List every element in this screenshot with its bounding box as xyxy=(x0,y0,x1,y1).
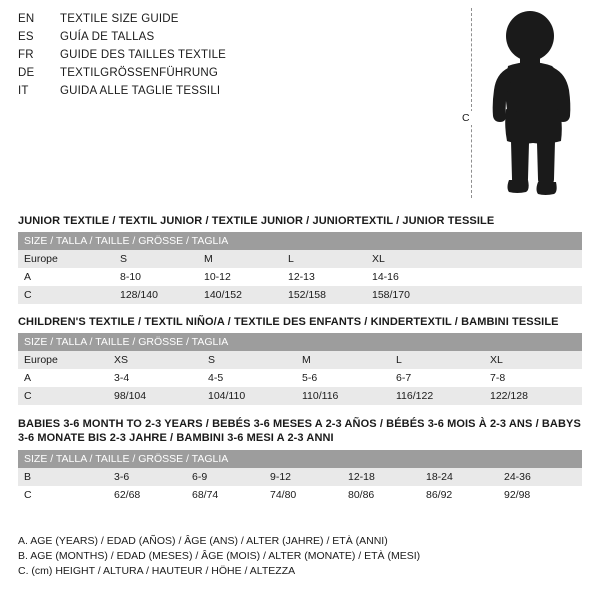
toddler-silhouette-icon xyxy=(478,10,588,200)
cell: XL xyxy=(484,351,582,369)
section-babies-textile xyxy=(18,417,582,504)
language-row xyxy=(18,82,438,100)
cell: 110/116 xyxy=(296,387,390,405)
section-title: BABIES 3-6 MONTH TO 2-3 YEARS / BEBÉS 3-6 MESES A 2-3 AÑOS / BÉBÉS 3-6 MOIS À 2-3 ANS / BABYS 3-6 MONATE BIS 2-3 JAHRE / BAMBINI 3-6 MESI A 2-3 ANNI xyxy=(18,418,581,444)
language-code: DE xyxy=(18,67,35,79)
cell: 6-9 xyxy=(186,468,264,486)
children-size-table xyxy=(18,333,582,405)
cell: 18-24 xyxy=(420,468,498,486)
row-label: B xyxy=(18,468,108,486)
babies-size-table xyxy=(18,450,582,504)
row-label: C xyxy=(18,486,108,504)
section-title: JUNIOR TEXTILE / TEXTIL JUNIOR / TEXTILE JUNIOR / JUNIORTEXTIL / JUNIOR TESSILE xyxy=(18,215,495,227)
table-row xyxy=(18,369,582,387)
footnote-a: A. AGE (YEARS) / EDAD (AÑOS) / ÂGE (ANS) / ALTER (JAHRE) / ETÀ (ANNI) xyxy=(18,535,388,547)
size-head-label: SIZE / TALLA / TAILLE / GRÖSSE / TAGLIA xyxy=(18,450,582,468)
cell: 116/122 xyxy=(390,387,484,405)
table-row xyxy=(18,351,582,369)
footnotes xyxy=(18,534,578,579)
row-label: Europe xyxy=(18,351,108,369)
cell: 62/68 xyxy=(108,486,186,504)
height-measure-figure xyxy=(452,8,592,200)
language-title: GUIDA ALLE TAGLIE TESSILI xyxy=(60,85,221,97)
cell: XS xyxy=(108,351,202,369)
cell: 152/158 xyxy=(282,286,366,304)
language-code: EN xyxy=(18,13,35,25)
cell: L xyxy=(282,250,366,268)
section-children-textile xyxy=(18,316,582,405)
footnote-c: C. (cm) HEIGHT / ALTURA / HAUTEUR / HÖHE / ALTEZZA xyxy=(18,565,296,577)
table-row xyxy=(18,468,582,486)
table-row xyxy=(18,250,582,268)
cell: 74/80 xyxy=(264,486,342,504)
language-row xyxy=(18,10,438,28)
cell: 92/98 xyxy=(498,486,582,504)
cell: 10-12 xyxy=(198,268,282,286)
cell: S xyxy=(202,351,296,369)
size-head-label: SIZE / TALLA / TAILLE / GRÖSSE / TAGLIA xyxy=(18,333,582,351)
height-dashed-line xyxy=(471,8,472,198)
cell: 128/140 xyxy=(114,286,198,304)
language-code: IT xyxy=(18,85,29,97)
language-title: GUÍA DE TALLAS xyxy=(60,31,155,43)
measure-c-label: C xyxy=(462,112,470,124)
table-row xyxy=(18,286,582,304)
cell: 3-4 xyxy=(108,369,202,387)
language-row xyxy=(18,46,438,64)
language-title: TEXTILGRÖSSENFÜHRUNG xyxy=(60,67,218,79)
row-label: A xyxy=(18,369,108,387)
section-junior-textile xyxy=(18,215,582,304)
table-row xyxy=(18,387,582,405)
section-title: CHILDREN'S TEXTILE / TEXTIL NIÑO/A / TEXTILE DES ENFANTS / KINDERTEXTIL / BAMBINI TESSILE xyxy=(18,316,559,328)
junior-size-table xyxy=(18,232,582,304)
cell: 4-5 xyxy=(202,369,296,387)
row-label: C xyxy=(18,286,114,304)
row-label: A xyxy=(18,268,114,286)
cell: 80/86 xyxy=(342,486,420,504)
language-code: FR xyxy=(18,49,34,61)
cell: 14-16 xyxy=(366,268,450,286)
cell: 68/74 xyxy=(186,486,264,504)
cell: L xyxy=(390,351,484,369)
cell-empty xyxy=(450,268,582,286)
cell-empty xyxy=(450,286,582,304)
row-label: C xyxy=(18,387,108,405)
table-head-row xyxy=(18,450,582,468)
cell-empty xyxy=(450,250,582,268)
cell: XL xyxy=(366,250,450,268)
language-header xyxy=(18,10,438,100)
size-head-label: SIZE / TALLA / TAILLE / GRÖSSE / TAGLIA xyxy=(18,232,582,250)
table-head-row xyxy=(18,333,582,351)
language-title: TEXTILE SIZE GUIDE xyxy=(60,13,179,25)
cell: 12-18 xyxy=(342,468,420,486)
cell: 6-7 xyxy=(390,369,484,387)
cell: 98/104 xyxy=(108,387,202,405)
table-row xyxy=(18,486,582,504)
language-code: ES xyxy=(18,31,34,43)
cell: 24-36 xyxy=(498,468,582,486)
language-row xyxy=(18,64,438,82)
cell: M xyxy=(198,250,282,268)
cell: 7-8 xyxy=(484,369,582,387)
cell: 158/170 xyxy=(366,286,450,304)
table-row xyxy=(18,268,582,286)
cell: 8-10 xyxy=(114,268,198,286)
language-row xyxy=(18,28,438,46)
cell: 12-13 xyxy=(282,268,366,286)
cell: S xyxy=(114,250,198,268)
footnote-b: B. AGE (MONTHS) / EDAD (MESES) / ÂGE (MOIS) / ALTER (MONATE) / ETÀ (MESI) xyxy=(18,550,421,562)
cell: M xyxy=(296,351,390,369)
cell: 3-6 xyxy=(108,468,186,486)
cell: 9-12 xyxy=(264,468,342,486)
cell: 140/152 xyxy=(198,286,282,304)
row-label: Europe xyxy=(18,250,114,268)
table-head-row xyxy=(18,232,582,250)
cell: 122/128 xyxy=(484,387,582,405)
cell: 104/110 xyxy=(202,387,296,405)
cell: 5-6 xyxy=(296,369,390,387)
cell: 86/92 xyxy=(420,486,498,504)
language-title: GUIDE DES TAILLES TEXTILE xyxy=(60,49,227,61)
